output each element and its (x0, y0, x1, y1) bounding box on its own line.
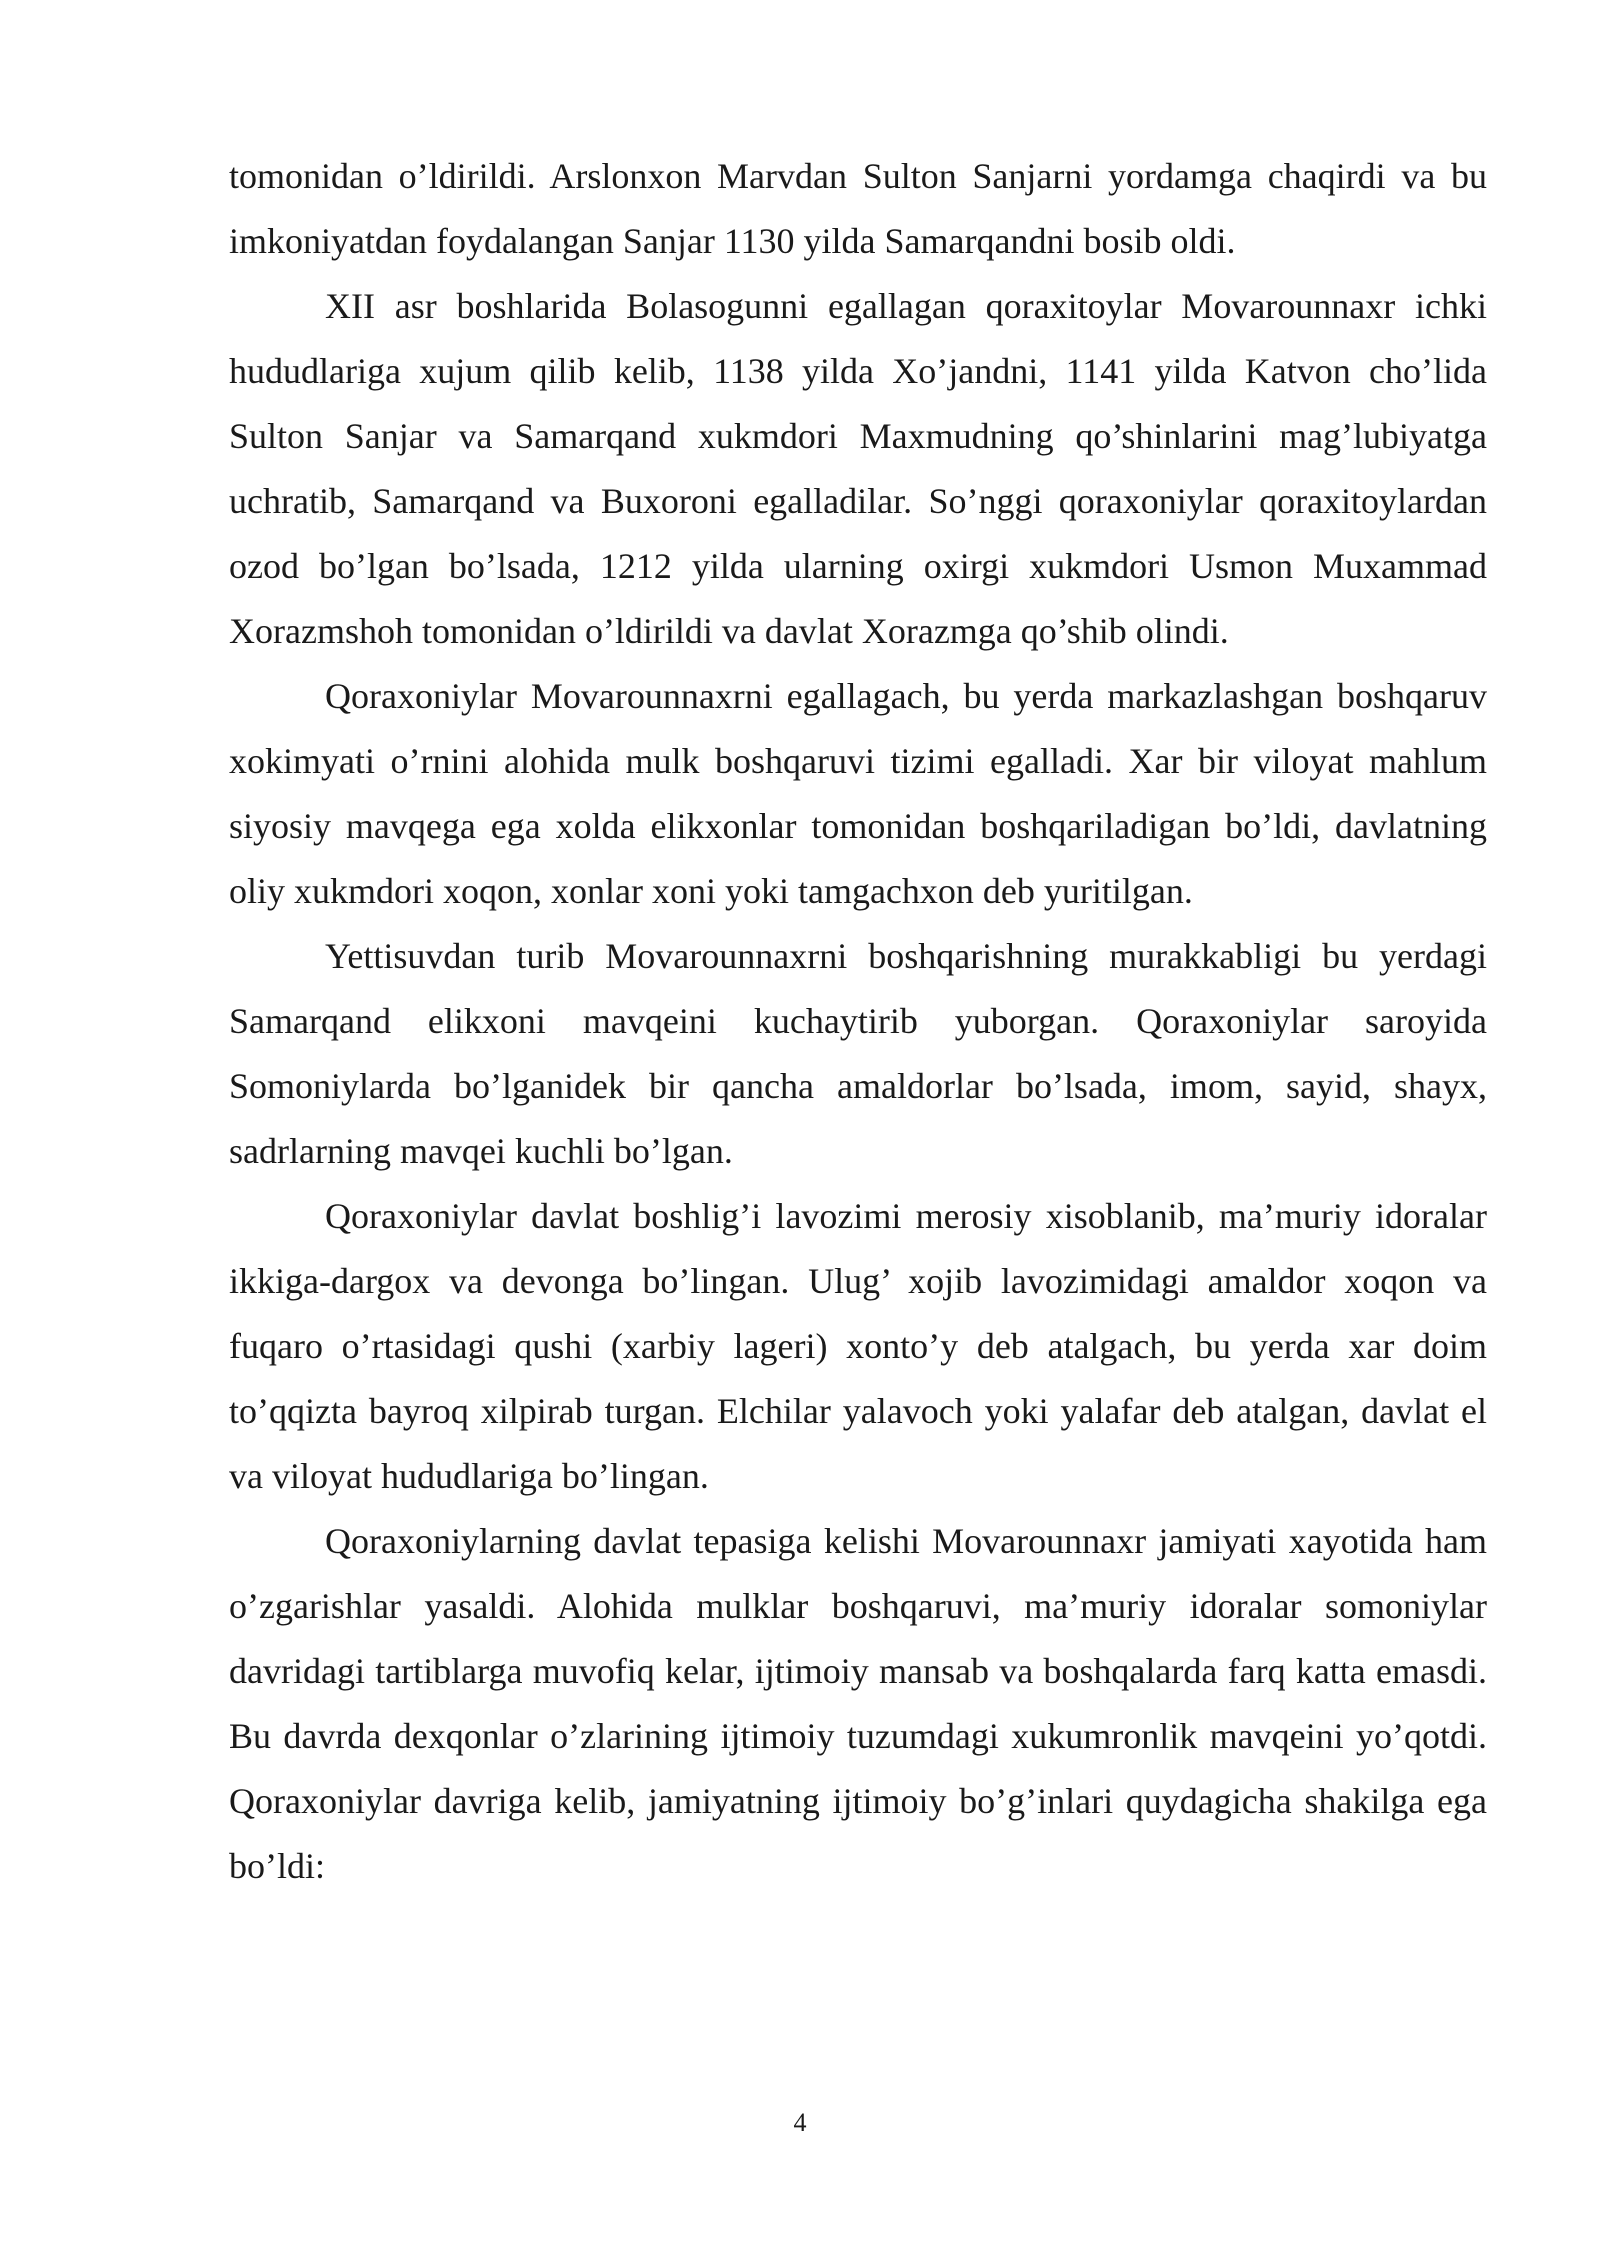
paragraph-6: Qoraxoniylarning davlat tepasiga kelishi Movarounnaxr jamiyati xayotida ham o’zgarishlar yasaldi. Alohida mulklar boshqaruvi, ma’muriy idoralar somoniylar davridagi tartiblarga muvofiq kelar, ijtimoiy mansab va boshqalarda farq katta emasdi. Bu davrda dexqonlar o’zlarining ijtimoiy tuzumdagi xukumronlik mavqeini yo’qotdi. Qoraxoniylar davriga kelib, jamiyatning ijtimoiy bo’g’inlari quydagicha shakilga ega bo’ldi: (229, 1521, 1487, 1886)
paragraph-5: Qoraxoniylar davlat boshlig’i lavozimi merosiy xisoblanib, ma’muriy idoralar ikkiga-dargox va devonga bo’lingan. Ulug’ xojib lavozimidagi amaldor xoqon va fuqaro o’rtasidagi qushi (xarbiy lageri) xonto’y deb atalgach, bu yerda xar doim to’qqizta bayroq xilpirab turgan. Elchilar yalavoch yoki yalafar deb atalgan, davlat el va viloyat hududlariga bo’lingan. (229, 1196, 1487, 1496)
paragraph-3: Qoraxoniylar Movarounnaxrni egallagach, bu yerda markazlashgan boshqaruv xokimyati o’rnini alohida mulk boshqaruvi tizimi egalladi. Xar bir viloyat mahlum siyosiy mavqega ega xolda elikxonlar tomonidan boshqariladigan bo’ldi, davlatning oliy xukmdori xoqon, xonlar xoni yoki tamgachxon deb yuritilgan. (229, 676, 1487, 911)
paragraph-2: XII asr boshlarida Bolasogunni egallagan qoraxitoylar Movarounnaxr ichki hududlariga xujum qilib kelib, 1138 yilda Xo’jandni, 1141 yilda Katvon cho’lida Sulton Sanjar va Samarqand xukmdori Maxmudning qo’shinlarini mag’lubiyatga uchratib, Samarqand va Buxoroni egalladilar. So’nggi qoraxoniylar qoraxitoylardan ozod bo’lgan bo’lsada, 1212 yilda ularning oxirgi xukmdori Usmon Muxammad Xorazmshoh tomonidan o’ldirildi va davlat Xorazmga qo’shib olindi. (229, 286, 1487, 651)
body-text (229, 144, 1487, 1899)
page-number: 4 (793, 2108, 807, 2137)
paragraph-1: tomonidan o’ldirildi. Arslonxon Marvdan Sulton Sanjarni yordamga chaqirdi va bu imkoniyatdan foydalangan Sanjar 1130 yilda Samarqandni bosib oldi. (229, 156, 1487, 261)
paragraph-4: Yettisuvdan turib Movarounnaxrni boshqarishning murakkabligi bu yerdagi Samarqand elikxoni mavqeini kuchaytirib yuborgan. Qoraxoniylar saroyida Somoniylarda bo’lganidek bir qancha amaldorlar bo’lsada, imom, sayid, shayx, sadrlarning mavqei kuchli bo’lgan. (229, 936, 1487, 1171)
